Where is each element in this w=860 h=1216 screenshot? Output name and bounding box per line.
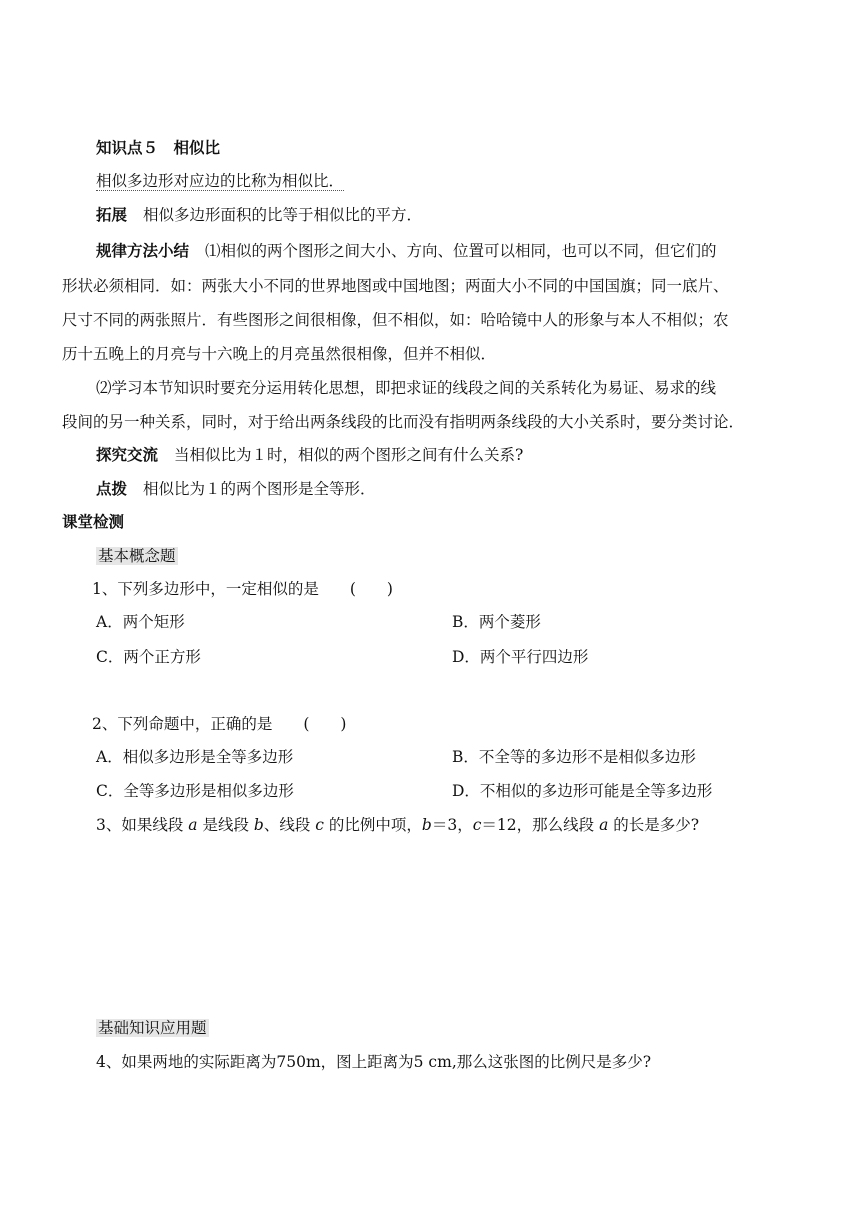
kp5-heading: 知识点５ 相似比 <box>96 139 221 157</box>
summary-text-1: ⑴相似的两个图形之间大小、方向、位置可以相同，也可以不同，但它们的 <box>205 242 717 260</box>
extend-line <box>96 204 422 226</box>
hint-line <box>96 478 376 500</box>
explore-label: 探究交流 <box>96 446 159 464</box>
extend-label: 拓展 <box>96 206 128 224</box>
q4-stem: 4、如果两地的实际距离为750m，图上距离为5 cm,那么这张图的比例尺是多少? <box>96 1053 652 1071</box>
q1-option-b: B．两个菱形 <box>452 613 541 631</box>
summary-line-4: 历十五晚上的月亮与十六晚上的月亮虽然很相像，但并不相似． <box>62 345 497 363</box>
q2-stem: 2、下列命题中，正确的是 ( ) <box>92 715 347 733</box>
q2-option-d: D．不相似的多边形可能是全等多边形 <box>452 782 713 800</box>
explore-text: 当相似比为１时，相似的两个图形之间有什么关系? <box>174 446 524 464</box>
summary-line-2: 形状必须相同．如：两张大小不同的世界地图或中国地图；两面大小不同的中国国旗；同一底片、 <box>62 277 729 295</box>
summary-line-3: 尺寸不同的两张照片．有些图形之间很相像，但不相似，如：哈哈镜中人的形象与本人不相似；农 <box>62 311 729 329</box>
q3-text-4: 的比例中项， <box>323 816 422 834</box>
section2-line <box>96 1017 209 1039</box>
q2-option-b: B．不全等的多边形不是相似多边形 <box>452 748 696 766</box>
q3-var-a: a <box>188 816 198 834</box>
extend-text: 相似多边形面积的比等于相似比的平方． <box>143 206 423 224</box>
section2-label: 基础知识应用题 <box>98 1019 207 1037</box>
q1-option-a: A．两个矩形 <box>96 613 185 631</box>
q2-option-a: A．相似多边形是全等多边形 <box>96 748 294 766</box>
q3-var-c2: c <box>472 816 482 834</box>
q3-var-c: c <box>315 816 324 834</box>
q2-option-c: C．全等多边形是相似多边形 <box>96 782 294 800</box>
q3-text-1: 3、如果线段 <box>96 816 189 834</box>
q3-text-7: 的长是多少? <box>608 816 700 834</box>
q3-text-6: ＝12，那么线段 <box>481 816 600 834</box>
summary2-line-1: ⑵学习本节知识时要充分运用转化思想，即把求证的线段之间的关系转化为易证、易求的线 <box>96 379 717 397</box>
hint-label: 点拨 <box>96 480 128 498</box>
section1-label: 基本概念题 <box>98 547 176 565</box>
q1-option-d: D．两个平行四边形 <box>452 648 589 666</box>
section1-line <box>96 545 178 567</box>
q3-var-b: b <box>253 816 264 834</box>
q3-var-b2: b <box>421 816 432 834</box>
definition-line <box>96 170 344 192</box>
q3-text-2: 是线段 <box>197 816 254 834</box>
summary-line-1 <box>96 240 717 262</box>
q3-text-5: ＝3， <box>431 816 473 834</box>
summary-label: 规律方法小结 <box>96 242 190 260</box>
summary2-line-2: 段间的另一种关系，同时，对于给出两条线段的比而没有指明两条线段的大小关系时，要分类讨论． <box>62 413 745 431</box>
definition-text: 相似多边形对应边的比称为相似比． <box>96 172 345 190</box>
q3-stem <box>96 814 699 836</box>
test-heading: 课堂检测 <box>62 513 125 531</box>
hint-text: 相似比为１的两个图形是全等形． <box>143 480 376 498</box>
q1-option-c: C．两个正方形 <box>96 648 201 666</box>
q3-text-3: 、线段 <box>263 816 316 834</box>
explore-line <box>96 444 523 466</box>
q1-stem: 1、下列多边形中，一定相似的是 ( ) <box>92 580 393 598</box>
q3-var-a2: a <box>599 816 609 834</box>
